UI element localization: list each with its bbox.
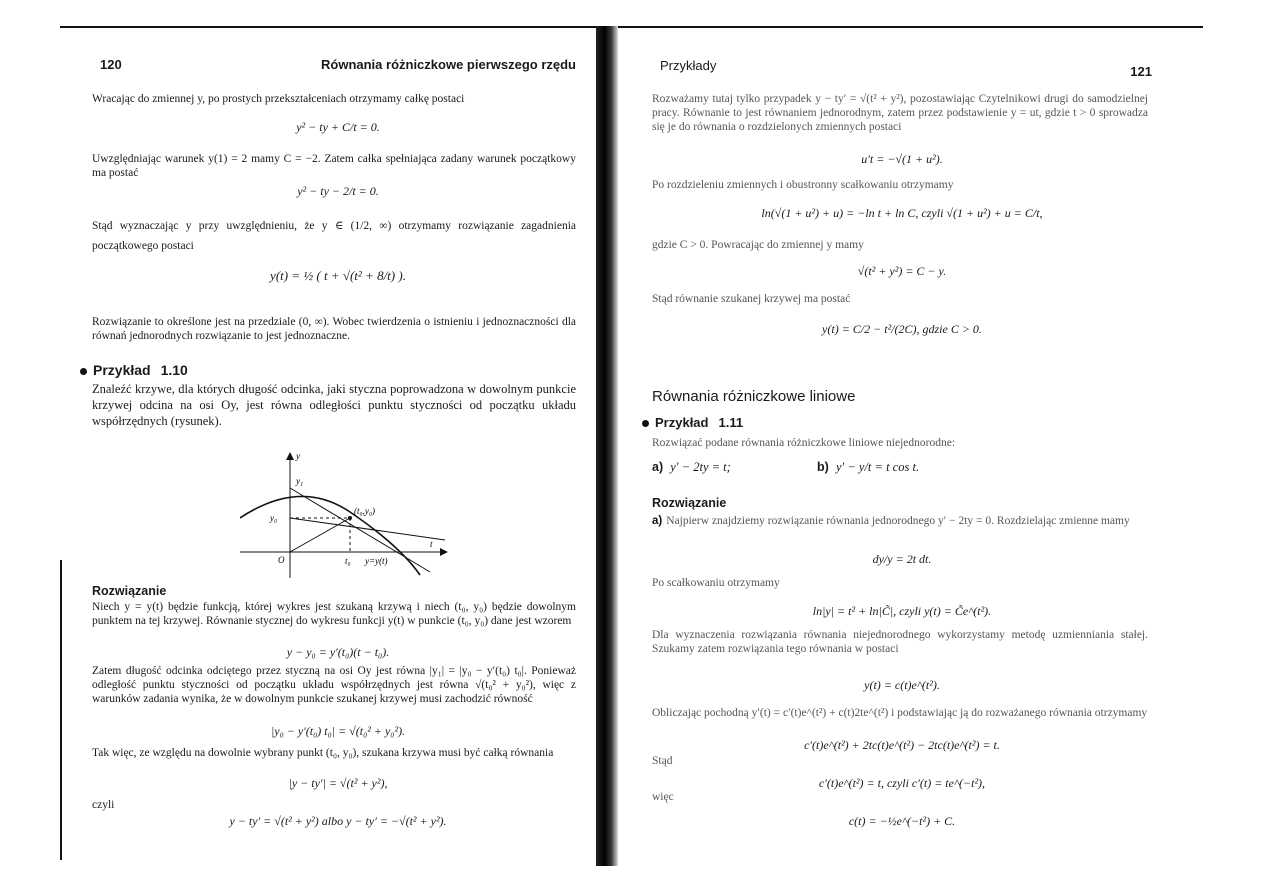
running-head: Przykłady [660,58,717,73]
bullet-icon [80,368,87,375]
equation: u′t = −√(1 + u²). [861,152,943,166]
paragraph: Po rozdzieleniu zmiennych i obustronny scałkowaniu otrzymamy [652,179,954,191]
paragraph: Dla wyznaczenia rozwiązania równania niejednorodnego wykorzystamy metodę uzmienniania stałej. Szukamy zatem rozwiązania tego równania w postaci [652,629,1148,655]
solution-heading: Rozwiązanie [652,496,727,510]
label-origin: O [278,555,285,565]
paragraph: czyli [92,799,115,811]
book-spine [596,26,618,866]
equation: c′(t)e^(t²) + 2tc(t)e^(t²) − 2tc(t)e^(t²) = t. [804,738,1000,752]
equation: y² − ty + C/t = 0. [296,120,380,134]
equation: y(t) = c(t)e^(t²). [864,678,940,692]
label-y-axis: y [296,451,300,461]
equation: y² − ty − 2/t = 0. [297,184,379,198]
task-b-label: b) [817,460,829,474]
example-number: 1.11 [718,415,744,430]
tangent-line [290,488,430,572]
label-y0: y₀ [270,513,278,523]
label-t0: t₀ [345,556,351,566]
curve [240,496,420,575]
task-a-equation: y′ − 2ty = t; [670,460,731,474]
equation: |y₀ − y′(t₀) t₀| = √(t₀² + y₀²). [270,724,406,738]
paragraph [652,514,1148,528]
section-title: Równania różniczkowe liniowe [652,388,856,405]
tangency-point [348,516,352,520]
example-heading [80,362,188,380]
label-curve: y=y(t) [365,556,388,566]
equation: y(t) = C/2 − t²/(2C), gdzie C > 0. [822,322,982,336]
right-page [652,0,1152,893]
task-a [652,460,731,474]
page-edge [60,560,62,860]
equation: c′(t)e^(t²) = t, czyli c′(t) = te^(−t²), [818,776,986,790]
paragraph: gdzie C > 0. Powracając do zmiennej y mamy [652,239,864,251]
left-page [92,0,584,893]
bullet-icon [642,420,649,427]
page-number: 121 [1130,64,1152,79]
example-heading [642,414,743,432]
paragraph: więc [652,791,674,803]
label-y1: y₁ [296,476,304,486]
label-t-axis: t [430,539,433,549]
solution-heading: Rozwiązanie [92,584,167,598]
running-head: Równania różniczkowe pierwszego rzędu [321,57,576,72]
task-b [817,460,919,474]
paragraph: Obliczając pochodną y′(t) = c′(t)e^(t²) + c(t)2te^(t²) i podstawiając ją do rozważanego równania otrzymamy [652,707,1148,719]
tangent-line-2 [290,518,445,540]
paragraph: Po scałkowaniu otrzymamy [652,577,780,589]
equation: ln(√(1 + u²) + u) = −ln t + ln C, czyli √(1 + u²) + u = C/t, [761,206,1043,220]
solution-a-text: Najpierw znajdziemy rozwiązanie równania jednorodnego y′ − 2ty = 0. Rozdzielając zmienne mamy [666,515,1130,527]
page-number: 120 [100,57,122,72]
label-point: (t₀,y₀) [354,506,375,516]
solution-a-label: a) [652,515,663,527]
paragraph: Stąd wyznaczając y przy uwzględnieniu, że y ∈ (1/2, ∞) otrzymamy rozwiązanie zagadnienia początkowego postaci [92,220,576,252]
example-number: 1.10 [160,362,188,378]
paragraph: Stąd równanie szukanej krzywej ma postać [652,293,851,305]
equation: y − y₀ = y′(t₀)(t − t₀). [286,645,390,659]
equation: dy/y = 2t dt. [872,552,932,566]
paragraph: Niech y = y(t) będzie funkcją, której wykres jest szukaną krzywą i niech (t₀, y₀) będzie dowolnym punktem na tej krzywej. Równanie stycznej do wykresu funkcji y(t) w punkcie (t₀, y₀) dane jest wzorem [92,601,576,627]
paragraph: Rozważamy tutaj tylko przypadek y − ty′ = √(t² + y²), pozostawiając Czytelnikowi drugi do samodzielnej pracy. Równanie to jest równaniem jednorodnym, zatem przez podstawienie y = ut, gdzie t > 0 sprowadza się je do równania o rozdzielonych zmiennych postaci [652,93,1148,133]
tangent-figure [240,450,450,580]
t-axis-arrow-icon [440,548,448,556]
paragraph: Wracając do zmiennej y, po prostych przekształceniach otrzymamy całkę postaci [92,93,465,105]
paragraph: Rozwiązanie to określone jest na przedziale (0, ∞). Wobec twierdzenia o istnieniu i jednoznaczności dla równań jednorodnych rozwiązanie to jest jednoznaczne. [92,316,576,342]
paragraph: Rozwiązać podane równania różniczkowe liniowe niejednorodne: [652,437,956,449]
equation: √(t² + y²) = C − y. [857,264,947,278]
paragraph: Znaleźć krzywe, dla których długość odcinka, jaki styczna poprowadzona w dowolnym punkcie krzywej odcina na osi Oy, jest równa odległości punktu styczności od początku układu współrzędnych (rysunek). [92,382,576,428]
paragraph: Uwzględniając warunek y(1) = 2 mamy C = −2. Zatem całka spełniająca zadany warunek początkowy ma postać [92,153,576,179]
paragraph: Stąd [652,755,673,767]
y-axis-arrow-icon [286,452,294,460]
task-a-label: a) [652,460,664,474]
equation: |y − ty′| = √(t² + y²), [288,776,388,790]
equation: y − ty′ = √(t² + y²) albo y − ty′ = −√(t² + y²). [229,814,447,828]
task-b-equation: y′ − y/t = t cos t. [835,460,920,474]
equation: y(t) = ½ ( t + √(t² + 8/t) ). [270,268,406,283]
paragraph: Tak więc, ze względu na dowolnie wybrany punkt (t₀, y₀), szukana krzywa musi być całką równania [92,747,554,759]
radius-segment [290,518,350,552]
example-label: Przykład [655,415,709,430]
paragraph: Zatem długość odcinka odciętego przez styczną na osi Oy jest równa |y₁| = |y₀ − y′(t₀) t₀|. Ponieważ odległość punktu styczności od początku układu współrzędnych jest równa √(t₀² + y₀²), więc z warunków zadania wynika, że w dowolnym punkcie szukanej krzywej musi zachodzić równość [92,665,576,705]
example-label: Przykład [93,362,151,378]
equation: c(t) = −½e^(−t²) + C. [848,814,956,828]
equation: ln|y| = t² + ln|C̃|, czyli y(t) = C̃e^(t²). [812,604,992,618]
